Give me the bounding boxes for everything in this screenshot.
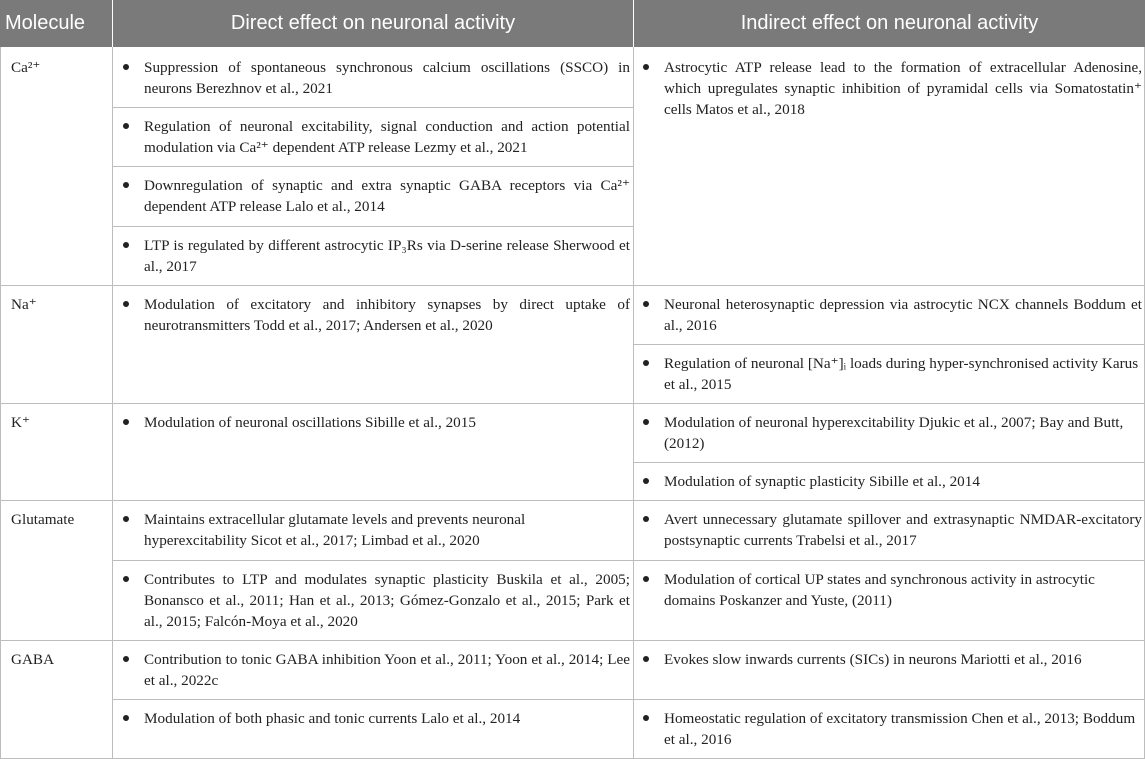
list-item: Regulation of neuronal excitability, signal conduction and action potential modulation via Ca²⁺ dependent ATP release Lezmy et al., 2021 bbox=[118, 116, 630, 158]
cell-divider bbox=[112, 166, 633, 167]
bullet-icon bbox=[123, 182, 129, 188]
list-item: Modulation of neuronal oscillations Sibille et al., 2015 bbox=[118, 412, 630, 433]
bullet-icon bbox=[123, 242, 129, 248]
list-item: Astrocytic ATP release lead to the formation of extracellular Adenosine, which upregulates synaptic inhibition of pyramidal cells via Somatostatin⁺ cells Matos et al., 2018 bbox=[638, 57, 1142, 120]
bullet-icon bbox=[643, 419, 649, 425]
cell-divider bbox=[633, 462, 1145, 463]
bullet-icon bbox=[123, 419, 129, 425]
header-molecule: Molecule bbox=[0, 0, 112, 47]
list-item: Evokes slow inwards currents (SICs) in neurons Mariotti et al., 2016 bbox=[638, 649, 1142, 670]
bullet-icon bbox=[643, 576, 649, 582]
bullet-icon bbox=[123, 715, 129, 721]
bullet-icon bbox=[123, 64, 129, 70]
bullet-icon bbox=[123, 123, 129, 129]
cell-divider bbox=[112, 226, 633, 227]
bullet-icon bbox=[123, 516, 129, 522]
list-item: Modulation of both phasic and tonic currents Lalo et al., 2014 bbox=[118, 708, 630, 729]
row-divider bbox=[0, 285, 1145, 286]
row-divider bbox=[0, 500, 1145, 501]
bullet-icon bbox=[643, 478, 649, 484]
row-divider bbox=[0, 640, 1145, 641]
molecule-name: Ca²⁺ bbox=[11, 59, 41, 76]
list-item: Maintains extracellular glutamate levels and prevents neuronal hyperexcitability Sicot et al., 2017; Limbad et al., 2020 bbox=[118, 509, 630, 551]
list-item: Modulation of cortical UP states and synchronous activity in astrocytic domains Poskanzer and Yuste, (2011) bbox=[638, 569, 1142, 611]
molecule-name: Na⁺ bbox=[11, 296, 37, 313]
cell-divider bbox=[112, 699, 633, 700]
molecule-name: Glutamate bbox=[11, 511, 75, 528]
list-item: Regulation of neuronal [Na⁺]ᵢ loads during hyper-synchronised activity Karus et al., 2015 bbox=[638, 353, 1142, 395]
bullet-icon bbox=[643, 715, 649, 721]
header-indirect-effect: Indirect effect on neuronal activity bbox=[634, 0, 1145, 47]
bullet-icon bbox=[643, 360, 649, 366]
bullet-icon bbox=[643, 64, 649, 70]
bullet-icon bbox=[123, 301, 129, 307]
bullet-icon bbox=[643, 516, 649, 522]
cell-divider bbox=[112, 560, 633, 561]
cell-divider bbox=[633, 699, 1145, 700]
molecule-name: K⁺ bbox=[11, 414, 30, 431]
row-divider bbox=[0, 403, 1145, 404]
list-item: Downregulation of synaptic and extra synaptic GABA receptors via Ca²⁺ dependent ATP release Lalo et al., 2014 bbox=[118, 175, 630, 217]
list-item: Suppression of spontaneous synchronous calcium oscillations (SSCO) in neurons Berezhnov et al., 2021 bbox=[118, 57, 630, 99]
list-item: Modulation of excitatory and inhibitory synapses by direct uptake of neurotransmitters Todd et al., 2017; Andersen et al., 2020 bbox=[118, 294, 630, 336]
list-item: Avert unnecessary glutamate spillover and extrasynaptic NMDAR-excitatory postsynaptic currents Trabelsi et al., 2017 bbox=[638, 509, 1142, 551]
list-item: Homeostatic regulation of excitatory transmission Chen et al., 2013; Boddum et al., 2016 bbox=[638, 708, 1142, 750]
list-item: Modulation of synaptic plasticity Sibille et al., 2014 bbox=[638, 471, 1142, 492]
list-item: Contribution to tonic GABA inhibition Yoon et al., 2011; Yoon et al., 2014; Lee et al., 2022c bbox=[118, 649, 630, 691]
cell-divider bbox=[633, 344, 1145, 345]
cell-divider bbox=[633, 560, 1145, 561]
list-item: Modulation of neuronal hyperexcitability Djukic et al., 2007; Bay and Butt, (2012) bbox=[638, 412, 1142, 454]
bullet-icon bbox=[643, 301, 649, 307]
bullet-icon bbox=[123, 576, 129, 582]
cell-divider bbox=[112, 107, 633, 108]
header-direct-effect: Direct effect on neuronal activity bbox=[113, 0, 633, 47]
molecule-name: GABA bbox=[11, 651, 55, 668]
bullet-icon bbox=[643, 656, 649, 662]
list-item: Neuronal heterosynaptic depression via astrocytic NCX channels Boddum et al., 2016 bbox=[638, 294, 1142, 336]
bullet-icon bbox=[123, 656, 129, 662]
list-item: Contributes to LTP and modulates synaptic plasticity Buskila et al., 2005; Bonansco et al., 2011; Han et al., 2013; Gómez-Gonzalo et al., 2015; Park et al., 2015; Falcón-Moya et al., 2020 bbox=[118, 569, 630, 632]
list-item: LTP is regulated by different astrocytic IP₃Rs via D-serine release Sherwood et al., 2017 bbox=[118, 235, 630, 277]
